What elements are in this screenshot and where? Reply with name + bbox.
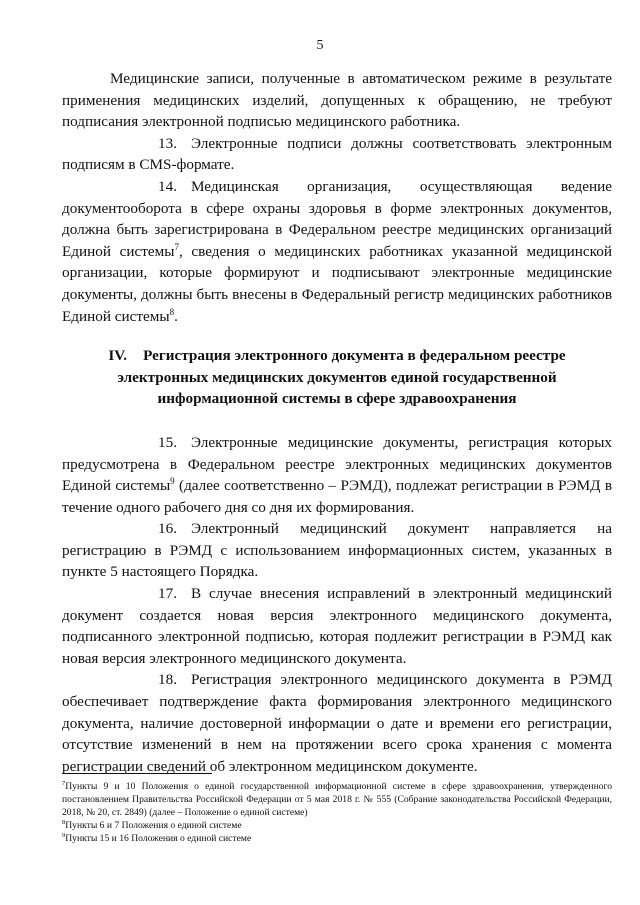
footnote-text: Пункты 6 и 7 Положения о единой системе — [65, 820, 242, 831]
paragraph-text: Медицинская организация, осуществляющая ведение документооборота в сфере охраны здоровья в форме электронных документов, должна быть зарегистрирована в Федеральном реестре медицинских организаций Единой системы — [62, 177, 612, 260]
paragraph-17 — [62, 583, 612, 669]
footnote-mark: 9 — [62, 831, 66, 839]
paragraph-text: В случае внесения исправлений в электронный медицинский документ создается новая версия электронного медицинского документа, подписанного электронной подписью, которая подлежит регистрации в РЭМД как новая версия электронного медицинского документа. — [62, 585, 612, 667]
paragraph-14 — [62, 176, 612, 327]
page-number: 5 — [316, 38, 324, 53]
paragraph-16 — [62, 518, 612, 583]
footnote-ref: 8 — [169, 306, 175, 317]
footnote-7 — [62, 780, 612, 819]
footnote-text: Пункты 9 и 10 Положения о единой государственной информационной системе в сфере здравоохранения, утвержденного постановлением Правительства Российской Федерации от 5 мая 2018 г. № 555 (Собрание законодательства Российской Федерации, 2018, № 20, ст. 2849) (далее – Положение о единой системе) — [62, 781, 612, 818]
paragraph-text: Медицинские записи, полученные в автоматическом режиме в результате применения медицинских изделий, допущенных к обращению, не требуют подписания электронной подписью медицинского работника. — [62, 70, 612, 131]
paragraph-number: 16. — [158, 520, 177, 538]
paragraph-text: Электронные подписи должны соответствовать электронным подписям в CMS-формате. — [62, 134, 612, 174]
document-body — [62, 68, 612, 777]
footnotes — [62, 780, 612, 845]
paragraph-text: . — [174, 307, 178, 325]
footnote-ref: 7 — [174, 241, 179, 252]
paragraph-number: 15. — [158, 433, 177, 451]
footnote-separator — [62, 773, 212, 774]
section-number: IV. — [108, 347, 128, 365]
paragraph-medical-records — [62, 68, 612, 133]
paragraph-18 — [62, 669, 612, 777]
footnote-mark: 7 — [62, 779, 66, 787]
paragraph-number: 18. — [158, 671, 177, 689]
section-heading — [62, 345, 612, 410]
footnote-ref: 9 — [170, 476, 175, 487]
paragraph-text: Регистрация электронного медицинского документа в РЭМД обеспечивает подтверждение факта формирования электронного медицинского документа, наличие достоверной информации о дате и времени его регистрации, отсутствие изменений в нем на протяжении всего срока хранения с момента регистрации сведений об электронном медицинском документе. — [62, 671, 612, 775]
paragraph-number: 17. — [158, 585, 177, 603]
paragraph-text: (далее соответственно – РЭМД), подлежат регистрации в РЭМД в течение одного рабочего дня со дня их формирования. — [62, 477, 612, 516]
footnote-9 — [62, 832, 612, 845]
paragraph-15 — [62, 432, 612, 518]
paragraph-number: 13. — [158, 134, 177, 152]
paragraph-text: , сведения о медицинских работниках указанной медицинской организации, которые формируют и подписывают электронные медицинские документы, должны быть внесены в Федеральный регистр медицинских работников Единой системы — [62, 242, 612, 325]
paragraph-13 — [62, 133, 612, 176]
paragraph-text: Электронные медицинские документы, регистрация которых предусмотрена в Федеральном реестре электронных медицинских документов Единой системы — [62, 433, 612, 495]
footnote-8 — [62, 819, 612, 832]
paragraph-text: Электронный медицинский документ направляется на регистрацию в РЭМД с использованием информационных систем, указанных в пункте 5 настоящего Порядка. — [62, 520, 612, 581]
section-title: Регистрация электронного документа в федеральном реестре электронных медицинских документов единой государственной информационной системы в сфере здравоохранения — [117, 347, 566, 408]
footnote-mark: 8 — [62, 818, 66, 826]
footnote-text: Пункты 15 и 16 Положения о единой системе — [65, 833, 252, 844]
paragraph-number: 14. — [158, 177, 177, 195]
